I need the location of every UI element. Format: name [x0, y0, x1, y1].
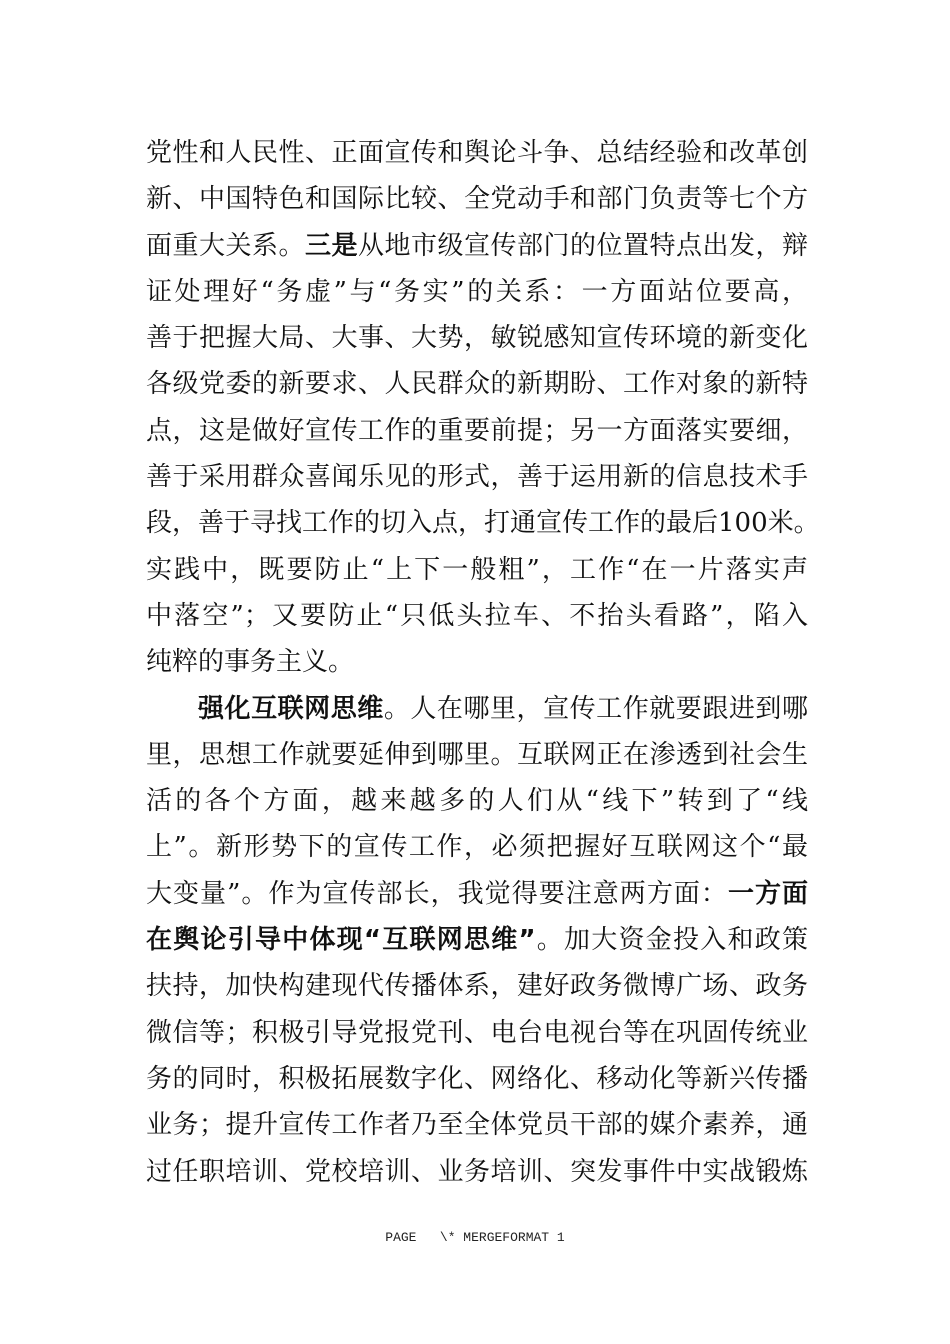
section-heading: 强化互联网思维: [198, 693, 384, 724]
text-line: 扶持，加快构建现代传播体系，建好政务微博广场、政务: [146, 971, 808, 1002]
page-footer: PAGE \* MERGEFORMAT 1: [385, 1230, 565, 1245]
text-run: 面重大关系。: [146, 230, 305, 261]
paragraph: [146, 686, 808, 1195]
text-line: 活的各个方面，越来越多的人们从“线下”转到了“线: [146, 786, 808, 817]
text-run: 大变量”。作为宣传部长，我觉得要注意两方面：: [146, 878, 728, 909]
text-line: 新、中国特色和国际比较、全党动手和部门负责等七个方: [146, 184, 808, 215]
text-line: 点，这是做好宣传工作的重要前提；另一方面落实要细，: [146, 415, 808, 446]
text-line: 善于把握大局、大事、大势，敏锐感知宣传环境的新变化: [146, 323, 808, 354]
text-run: 。人在哪里，宣传工作就要跟进到哪: [383, 693, 808, 724]
text-line: [146, 871, 808, 917]
text-line: 务的同时，积极拓展数字化、网络化、移动化等新兴传播: [146, 1063, 808, 1094]
text-line: [146, 686, 808, 732]
text-line: 善于采用群众喜闻乐见的形式，善于运用新的信息技术手: [146, 462, 808, 493]
document-body: [146, 130, 820, 1195]
bold-lead-text: 三是: [305, 230, 358, 261]
text-line: 中落空”；又要防止“只低头拉车、不抬头看路”，陷入: [146, 600, 808, 631]
text-run: 。加大资金投入和政策: [535, 925, 808, 956]
text-line: [146, 917, 808, 963]
text-line: [146, 223, 808, 269]
text-line: 证处理好“务虚”与“务实”的关系：一方面站位要高，: [146, 276, 808, 307]
text-line: 各级党委的新要求、人民群众的新期盼、工作对象的新特: [146, 369, 808, 400]
paragraph: [146, 130, 820, 686]
text-line: 微信等；积极引导党报党刊、电台电视台等在巩固传统业: [146, 1017, 808, 1048]
text-line: 业务；提升宣传工作者乃至全体党员干部的媒介素养，通: [146, 1110, 808, 1141]
text-line: 上”。新形势下的宣传工作，必须把握好互联网这个“最: [146, 832, 808, 863]
text-line: 纯粹的事务主义。: [146, 647, 355, 678]
text-line: 里，思想工作就要延伸到哪里。互联网正在渗透到社会生: [146, 739, 808, 770]
text-line: 实践中，既要防止“上下一般粗”，工作“在一片落实声: [146, 554, 808, 585]
text-line: 段，善于寻找工作的切入点，打通宣传工作的最后100米。: [146, 508, 820, 539]
bold-lead-text: 一方面: [727, 878, 808, 909]
bold-lead-text: 在舆论引导中体现“互联网思维”: [146, 925, 536, 956]
text-line: 过任职培训、党校培训、业务培训、突发事件中实战锻炼: [146, 1156, 808, 1187]
text-run: 从地市级宣传部门的位置特点出发，辩: [358, 230, 808, 261]
text-line: 党性和人民性、正面宣传和舆论斗争、总结经验和改革创: [146, 138, 808, 168]
